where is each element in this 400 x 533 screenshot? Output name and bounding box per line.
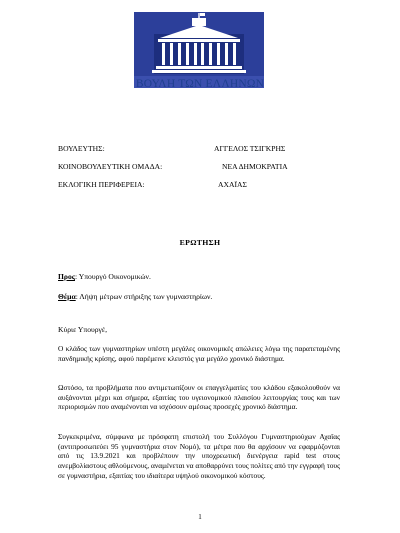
subject-label: Θέμα [58,292,76,301]
paragraph-3: Συγκεκριμένα, σύμφωνα με πρόσφατη επιστολή του Συλλόγου Γυμναστηριούχων Αχαΐας (αντιπροσωπεύει 95 γυμναστήρια στον Νομό), τα μέτρα που θα αρχίσουν να εφαρμόζονται από τις 13.9.2021 και προβλέπουν την υποχρεωτική διενέργεια rapid test στους ανεμβολίαστους αθλούμενους, αναμένεται να αποθαρρύνει τους πολίτες από την εγγραφή τους σε γυμναστήρια, εξαιτίας του ιδιαίτερα υψηλού οικονομικού κόστους. [58,432,340,480]
parliament-logo [134,12,264,88]
meta-value-party: ΝΕΑ ΔΗΜΟΚΡΑΤΙΑ [222,162,288,171]
document-title: ΕΡΩΤΗΣΗ [179,238,221,247]
recipient-line [58,272,151,281]
meta-label-region: ΕΚΛΟΓΙΚΗ ΠΕΡΙΦΕΡΕΙΑ: [58,180,145,189]
meta-value-region: ΑΧΑΪΑΣ [218,180,247,189]
paragraph-1: Ο κλάδος των γυμναστηρίων υπέστη μεγάλες οικονομικές απώλειες λόγω της παρατεταμένης πανδημικής κρίσης, αφού παρέμεινε κλειστός για μεγάλο χρονικό διάστημα. [58,344,340,363]
meta-label-party: ΚΟΙΝΟΒΟΥΛΕΥΤΙΚΗ ΟΜΑΔΑ: [58,162,163,171]
parliament-building-icon [134,12,264,88]
meta-value-mp: ΑΓΓΕΛΟΣ ΤΣΙΓΚΡΗΣ [214,144,286,153]
meta-label-mp: ΒΟΥΛΕΥΤΗΣ: [58,144,105,153]
recipient-text: : Υπουργό Οικονομικών. [74,272,151,281]
brand-name: ΒΟΥΛΗ ΤΩΝ ΕΛΛΗΝΩΝ [135,78,265,90]
salutation: Κύριε Υπουργέ, [58,325,107,334]
subject-text: : Λήψη μέτρων στήριξης των γυμναστηρίων. [75,292,213,301]
subject-line [58,292,212,301]
page-number: 1 [198,513,202,521]
paragraph-2: Ωστόσο, τα προβλήματα που αντιμετωπίζουν οι επαγγελματίες του κλάδου εξακολουθούν να αυξάνονται μέχρι και σήμερα, εξαιτίας του υγειονομικού πλαισίου λειτουργίας τους και των περιορισμών που αναμένονται να ισχύσουν αμέσως προσεχές χρονικό διάστημα. [58,383,340,412]
recipient-label: Προς [58,272,75,281]
